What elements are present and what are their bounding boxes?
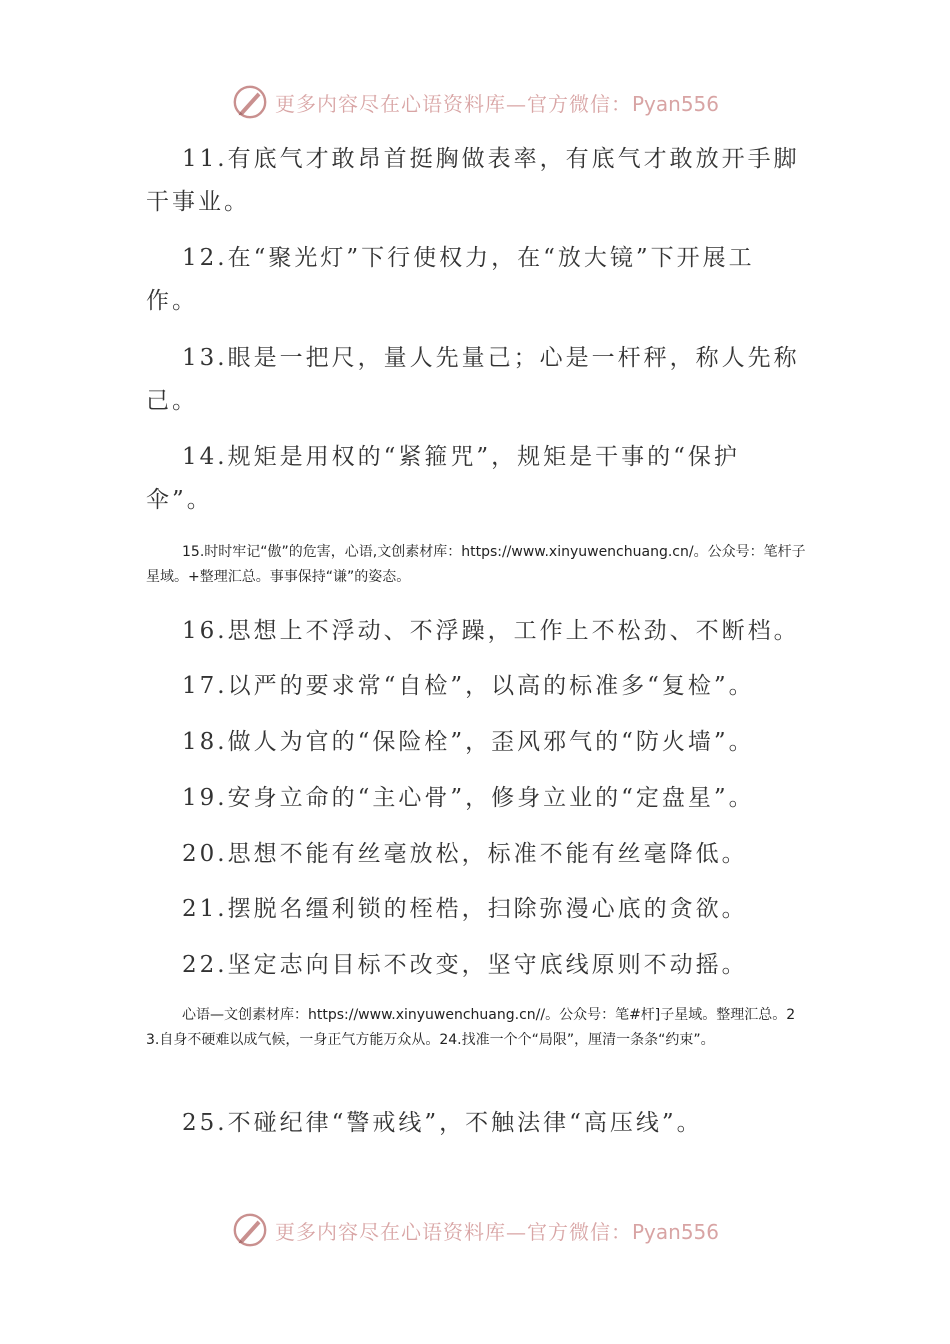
watermark-note: 心语—文创素材库：https://www.xinyuwenchuang.cn//。公众号：笔#杆]子星域。整理汇总。23.自身不硬难以成气候，一身正气方能万众从。24.找准一个个“局限”，厘清一条条“约束”。 (146, 1007, 796, 1048)
pen-logo-icon (231, 1211, 269, 1249)
list-item: 16.思想上不浮动、不浮躁，工作上不松劲、不断档。 (182, 618, 800, 644)
list-item: 25.不碰纪律“警戒线”，不触法律“高压线”。 (182, 1110, 703, 1136)
footer-banner (0, 1210, 950, 1250)
header-banner (0, 82, 950, 122)
list-item: 14.规矩是用权的“紧箍咒”，规矩是干事的“保护伞”。 (146, 444, 740, 513)
wechat-id: Pyan556 (631, 1219, 719, 1244)
list-item: 13.眼是一把尺，量人先量己；心是一杆秤，称人先称己。 (146, 345, 800, 414)
list-item: 17.以严的要求常“自检”，以高的标准多“复检”。 (182, 673, 755, 699)
footer-banner-text: 更多内容尽在心语资料库—官方微信：Pyan556 (274, 1219, 719, 1244)
header-banner-text: 更多内容尽在心语资料库—官方微信：Pyan556 (274, 91, 719, 116)
watermark-note: 15.时时牢记“傲”的危害，心语,文创素材库：https://www.xinyuwenchuang.cn/。公众号：笔杆子星域。+整理汇总。事事保持“谦”的姿态。 (146, 544, 806, 585)
pen-logo-icon (231, 83, 269, 121)
list-item: 21.摆脱名缰利锁的桎梏，扫除弥漫心底的贪欲。 (182, 896, 748, 922)
list-item: 22.坚定志向目标不改变，坚守底线原则不动摇。 (182, 952, 748, 978)
list-item: 11.有底气才敢昂首挺胸做表率，有底气才敢放开手脚干事业。 (146, 146, 800, 215)
list-item: 18.做人为官的“保险栓”，歪风邪气的“防火墙”。 (182, 729, 755, 755)
list-item: 12.在“聚光灯”下行使权力，在“放大镜”下开展工作。 (146, 245, 755, 314)
list-item: 20.思想不能有丝毫放松，标准不能有丝毫降低。 (182, 841, 748, 867)
wechat-id: Pyan556 (631, 91, 719, 116)
list-item: 19.安身立命的“主心骨”，修身立业的“定盘星”。 (182, 785, 755, 811)
